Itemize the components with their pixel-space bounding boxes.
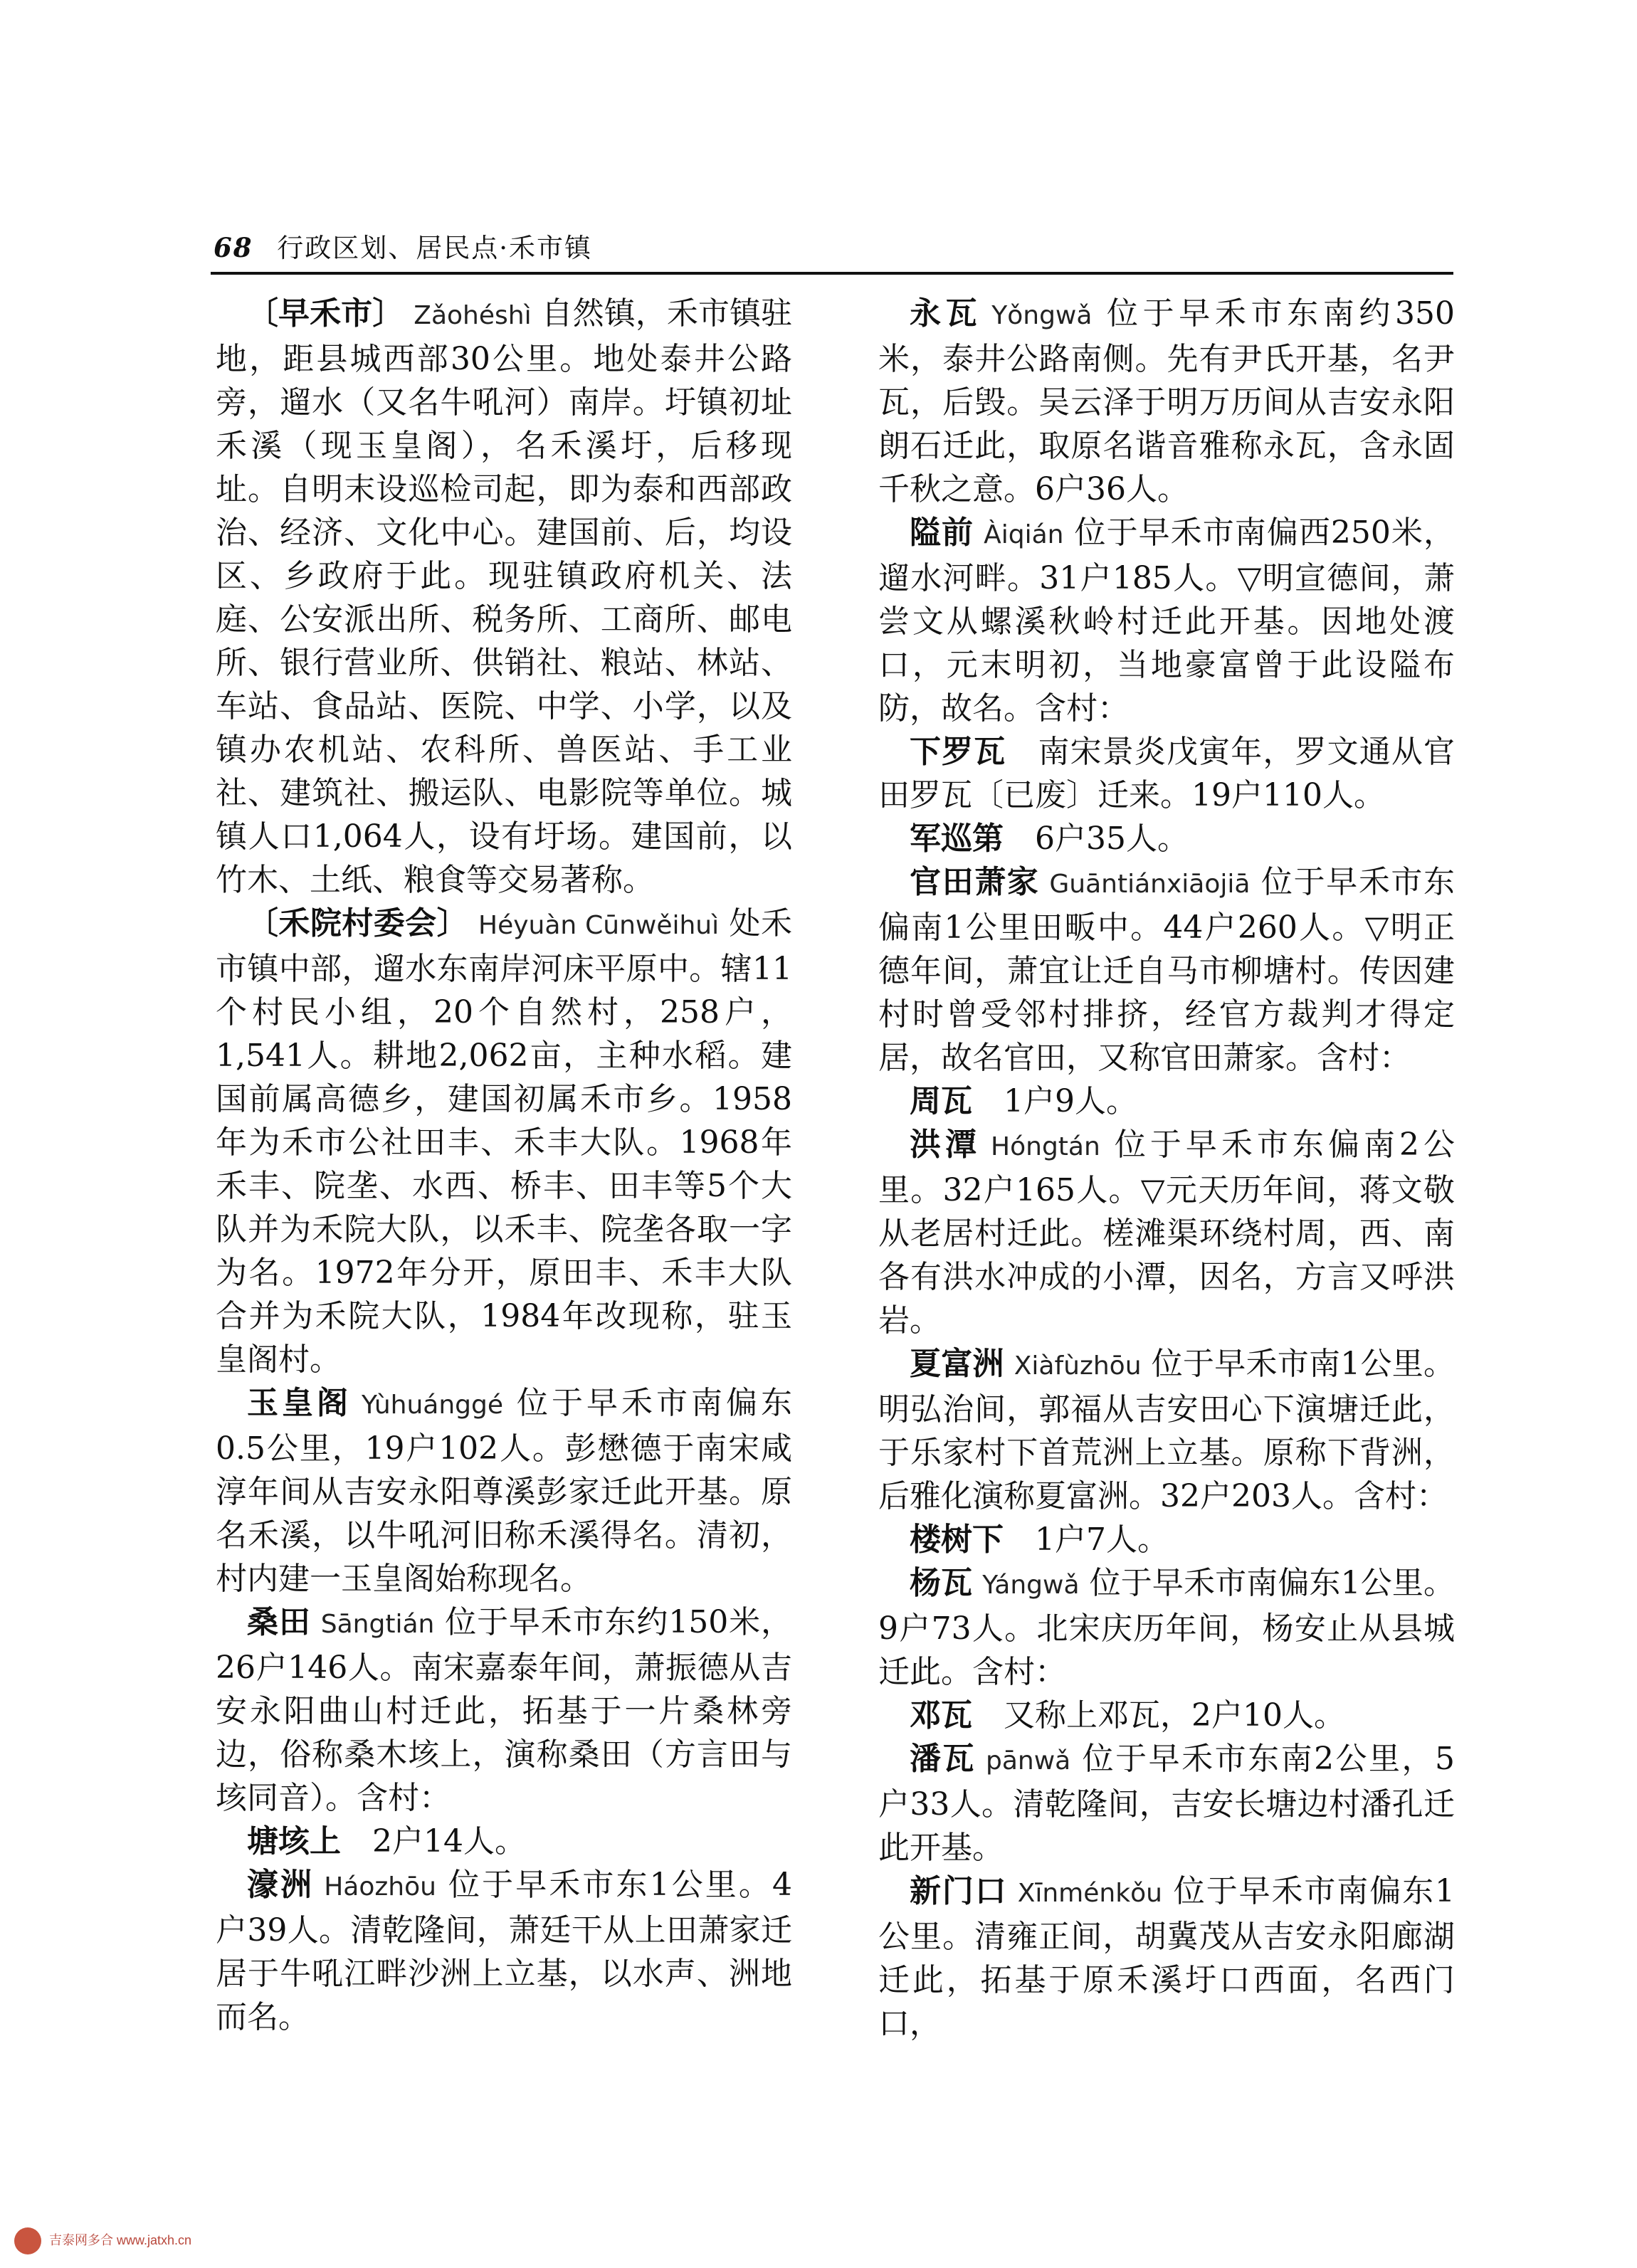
- entry-headword: 〔早禾市〕: [247, 295, 404, 332]
- entry-text: 1户7人。: [1035, 1521, 1169, 1558]
- entry-headword: 新门口: [910, 1873, 1008, 1909]
- gazetteer-entry: [878, 1869, 1455, 2045]
- entry-text: 位于早禾市东偏南1公里田畈中。44户260人。▽明正德年间，萧宜让迁自马市柳塘村。传因建村时曾受邻村排挤，经官方裁判才得定居，故名官田，又称官田萧家。含村：: [878, 864, 1456, 1076]
- gazetteer-entry: [216, 292, 792, 902]
- left-column: [216, 292, 792, 2039]
- entry-text: 6户35人。: [1035, 821, 1189, 857]
- entry-pinyin: Àiqián: [984, 520, 1064, 549]
- gazetteer-entry: [878, 1342, 1455, 1518]
- entry-pinyin: Sāngtián: [320, 1610, 435, 1639]
- entry-text: 位于早禾市南偏东0.5公里，19户102人。彭懋德于南宋咸淳年间从吉安永阳尊溪彭家迁此开基。原名禾溪，以牛吼河旧称禾溪得名。清初，村内建一玉皇阁始称现名。: [216, 1385, 793, 1597]
- gazetteer-entry: [216, 902, 792, 1381]
- gazetteer-entry: [878, 860, 1455, 1080]
- gazetteer-entry: [216, 1381, 792, 1600]
- entry-text: 位于早禾市东约150米，26户146人。南宋嘉泰年间，萧振德从吉安永阳曲山村迁此，拓基于一片桑林旁边，俗称桑木垓上，演称桑田（方言田与垓同音）。含村：: [216, 1604, 793, 1816]
- gazetteer-entry: [878, 1737, 1455, 1869]
- entry-headword: 杨瓦: [910, 1565, 973, 1601]
- entry-headword: 永瓦: [910, 295, 982, 332]
- entry-pinyin: pānwǎ: [985, 1746, 1071, 1776]
- header-rule: [211, 272, 1453, 275]
- gazetteer-entry: [878, 292, 1455, 511]
- gazetteer-entry: [878, 511, 1455, 730]
- gazetteer-entry: [878, 1080, 1455, 1123]
- entry-pinyin: Zǎohéshì: [414, 301, 532, 330]
- entry-headword: 下罗瓦: [910, 734, 1006, 770]
- entry-headword: 潘瓦: [910, 1741, 976, 1777]
- entry-headword: 邓瓦: [910, 1697, 972, 1734]
- gazetteer-entry: [878, 817, 1455, 860]
- right-column: [878, 292, 1455, 2045]
- entry-pinyin: Xīnménkǒu: [1017, 1879, 1162, 1908]
- entry-headword: 军巡第: [910, 821, 1004, 857]
- gazetteer-entry: [878, 730, 1455, 817]
- entry-text: 位于早禾市东偏南2公里。32户165人。▽元天历年间，蒋文敬从老居村迁此。槎滩渠环绕村周，西、南各有洪水冲成的小潭，因名，方言又呼洪岩。: [878, 1127, 1456, 1339]
- entry-text: 位于早禾市东南2公里，5户33人。清乾隆间，吉安长塘边村潘孔迁此开基。: [878, 1741, 1455, 1866]
- entry-text: 位于早禾市南偏东1公里。9户73人。北宋庆历年间，杨安止从县城迁此。含村：: [878, 1565, 1455, 1690]
- entry-headword: 官田萧家: [910, 864, 1040, 900]
- entry-text: 自然镇，禾市镇驻地，距县城西部30公里。地处泰井公路旁，遛水（又名牛吼河）南岸。圩镇初址禾溪（现玉皇阁），名禾溪圩，后移现址。自明末设巡检司起，即为泰和西部政治、经济、文化中心。建国前、后，均设区、乡政府于此。现驻镇政府机关、法庭、公安派出所、税务所、工商所、邮电所、银行营业所、供销社、粮站、林站、车站、食品站、医院、中学、小学，以及镇办农机站、农科所、兽医站、手工业社、建筑社、搬运队、电影院等单位。城镇人口1,064人，设有圩场。建国前，以竹木、土纸、粮食等交易著称。: [216, 295, 793, 898]
- running-title: 行政区划、居民点·禾市镇: [277, 233, 593, 263]
- entry-text: 位于早禾市南偏东1公里。清雍正间，胡冀茂从吉安永阳廊湖迁此，拓基于原禾溪圩口西面，名西门口，: [878, 1873, 1455, 2042]
- entry-pinyin: Yùhuánggé: [362, 1391, 504, 1420]
- entry-headword: 桑田: [247, 1604, 311, 1640]
- entry-pinyin: Hóngtán: [991, 1132, 1100, 1161]
- entry-text: 又称上邓瓦，2户10人。: [1004, 1697, 1345, 1734]
- entry-headword: 玉皇阁: [247, 1385, 352, 1421]
- page-header: [214, 226, 592, 265]
- entry-text: 位于早禾市东南约350米，泰井公路南侧。先有尹氏开基，名尹瓦，后毁。吴云泽于明万历间从吉安永阳朗石迁此，取原名谐音雅称永瓦，含永固千秋之意。6户36人。: [878, 295, 1456, 507]
- entry-pinyin: Guāntiánxiāojiā: [1049, 870, 1251, 899]
- entry-text: 2户14人。: [372, 1823, 526, 1860]
- entry-headword: 楼树下: [910, 1521, 1004, 1558]
- entry-headword: 塘垓上: [247, 1823, 341, 1860]
- entry-headword: 夏富洲: [910, 1346, 1004, 1382]
- gazetteer-entry: [878, 1561, 1455, 1694]
- entry-text: 位于早禾市南偏西250米，遛水河畔。31户185人。▽明宣德间，萧尝文从螺溪秋岭村迁此开基。因地处渡口，元末明初，当地豪富曾于此设隘布防，故名。含村：: [878, 515, 1456, 727]
- entry-pinyin: Xiàfùzhōu: [1014, 1351, 1142, 1381]
- gazetteer-entry: [216, 1600, 792, 1820]
- entry-text: 位于早禾市东1公里。4户39人。清乾隆间，萧廷干从上田萧家迁居于牛吼江畔沙洲上立基，以水声、洲地而名。: [216, 1867, 792, 2035]
- entry-headword: 濠洲: [247, 1867, 315, 1903]
- entry-pinyin: Háozhōu: [324, 1872, 436, 1902]
- gazetteer-entry: [878, 1518, 1455, 1561]
- entry-text: 处禾市镇中部，遛水东南岸河床平原中。辖11个村民小组，20个自然村，258户，1,541人。耕地2,062亩，主种水稻。建国前属高德乡，建国初属禾市乡。1958年为禾市公社田丰、禾丰大队。1968年禾丰、院垄、水西、桥丰、田丰等5个大队并为禾院大队，以禾丰、院垄各取一字为名。1972年分开，原田丰、禾丰大队合并为禾院大队，1984年改现称，驻玉皇阁村。: [216, 905, 792, 1378]
- gazetteer-entry: [216, 1820, 792, 1863]
- entry-headword: 隘前: [910, 515, 974, 551]
- gazetteer-entry: [878, 1694, 1455, 1737]
- watermark-text: 吉泰网多合 www.jatxh.cn: [49, 2232, 192, 2247]
- entry-headword: 〔禾院村委会〕: [247, 905, 469, 942]
- entry-text: 位于早禾市南1公里。明弘治间，郭福从吉安田心下演塘迁此，于乐家村下首荒洲上立基。原称下背洲，后雅化演称夏富洲。32户203人。含村：: [878, 1346, 1456, 1514]
- watermark-logo-icon: [14, 2227, 41, 2254]
- entry-pinyin: Héyuàn Cūnwěihuì: [478, 911, 720, 940]
- gazetteer-entry: [878, 1123, 1455, 1342]
- gazetteer-entry: [216, 1863, 792, 2039]
- page-number: 68: [214, 232, 253, 263]
- entry-pinyin: Yángwǎ: [982, 1571, 1080, 1600]
- entry-headword: 洪潭: [910, 1127, 981, 1163]
- entry-headword: 周瓦: [910, 1083, 972, 1119]
- entry-text: 南宋景炎戊寅年，罗文通从官田罗瓦〔已废〕迁来。19户110人。: [878, 734, 1455, 813]
- entry-text: 1户9人。: [1004, 1083, 1137, 1119]
- watermark: [14, 2227, 191, 2254]
- entry-pinyin: Yǒngwǎ: [991, 301, 1093, 330]
